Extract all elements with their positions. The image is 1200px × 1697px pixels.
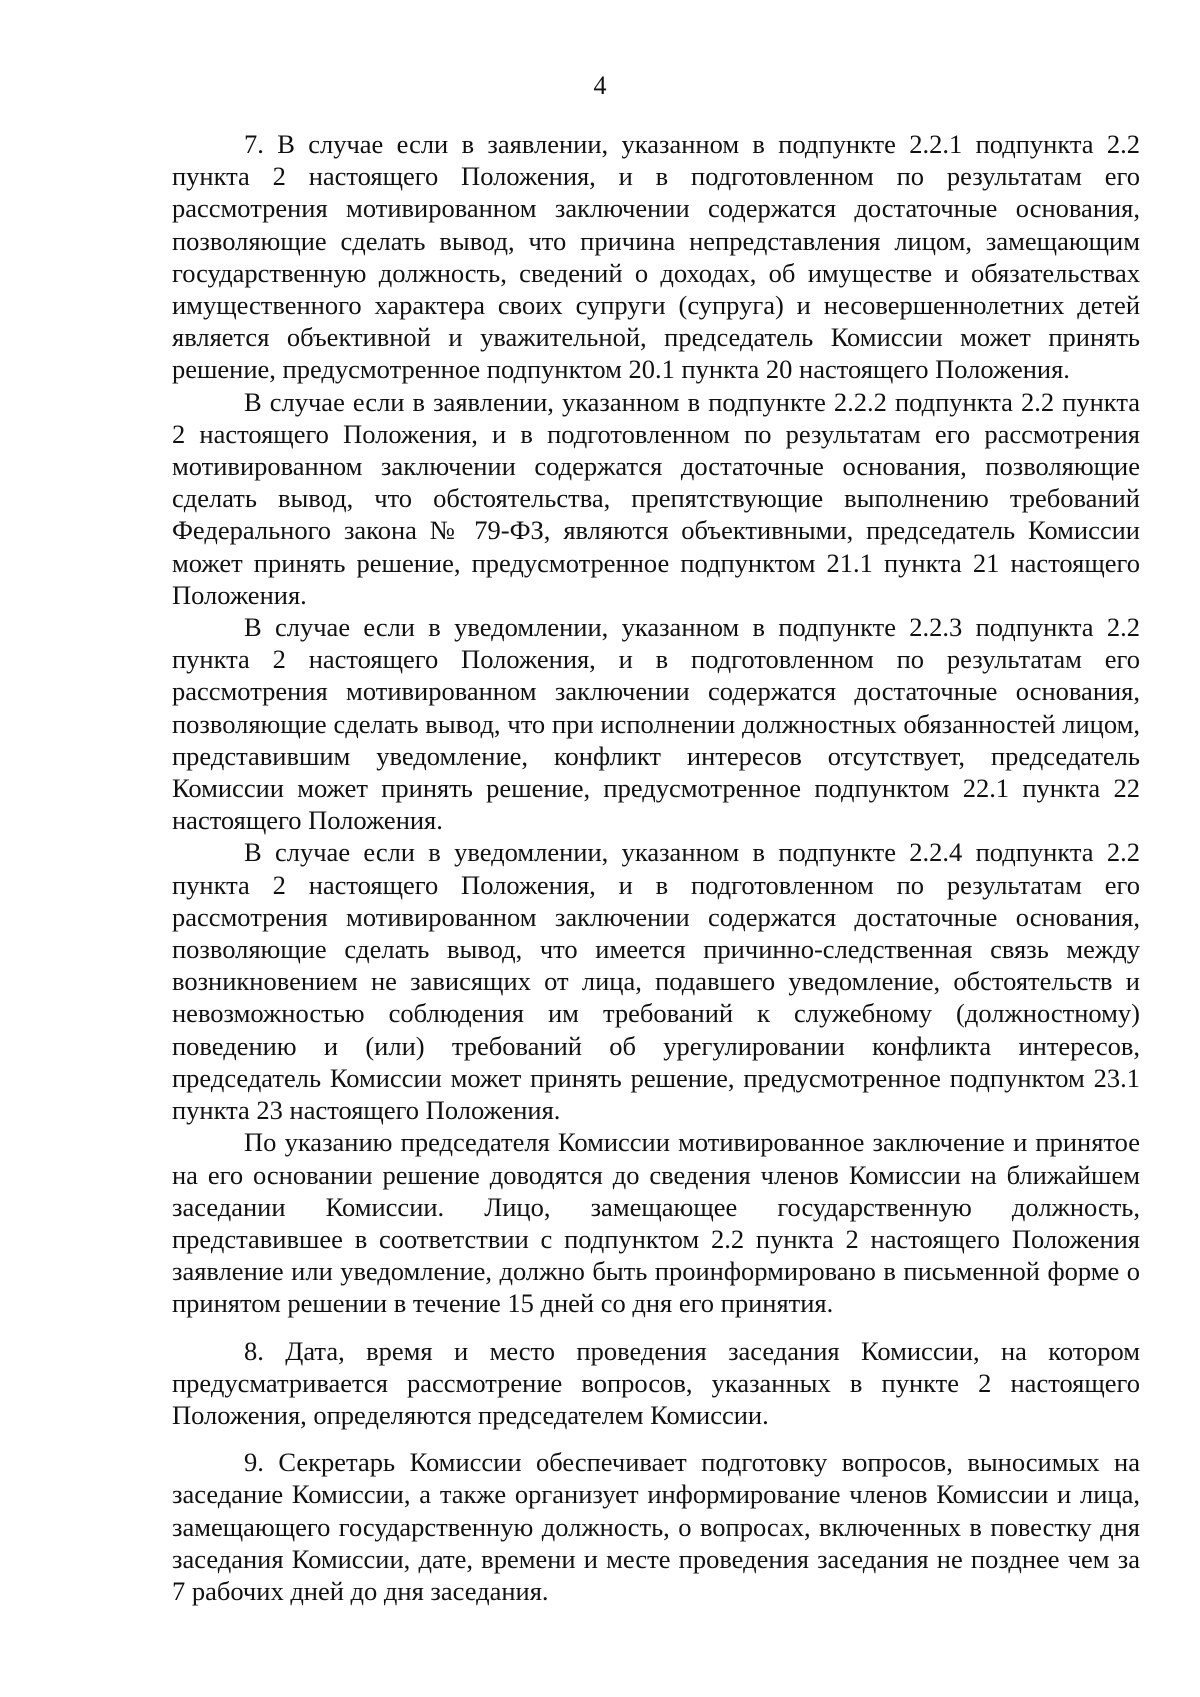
document-body xyxy=(172,128,1140,1607)
paragraph-8: 8. Дата, время и место проведения заседания Комиссии, на котором предусматривается рассмотрение вопросов, указанных в пункте 2 настоящего Положения, определяются председателем Комиссии. xyxy=(172,1335,1140,1430)
paragraph-7: 7. В случае если в заявлении, указанном в подпункте 2.2.1 подпункта 2.2 пункта 2 настоящего Положения, и в подготовленном по результатам его рассмотрения мотивированном заключении содержатся достаточные основания, позволяющие сделать вывод, что причина непредставления лицом, замещающим государственную должность, сведений о доходах, об имуществе и обязательствах имущественного характера своих супруги (супруга) и несовершеннолетних детей является объективной и уважительной, председатель Комиссии может принять решение, предусмотренное подпунктом 20.1 пункта 20 настоящего Положения. xyxy=(172,129,1140,385)
paragraph-7-3: В случае если в уведомлении, указанном в подпункте 2.2.3 подпункта 2.2 пункта 2 настоящего Положения, и в подготовленном по результатам его рассмотрения мотивированном заключении содержатся достаточные основания, позволяющие сделать вывод, что при исполнении должностных обязанностей лицом, представившим уведомление, конфликт интересов отсутствует, председатель Комиссии может принять решение, предусмотренное подпунктом 22.1 пункта 22 настоящего Положения. xyxy=(172,612,1140,836)
paragraph-7-4: В случае если в уведомлении, указанном в подпункте 2.2.4 подпункта 2.2 пункта 2 настоящего Положения, и в подготовленном по результатам его рассмотрения мотивированном заключении содержатся достаточные основания, позволяющие сделать вывод, что имеется причинно-следственная связь между возникновением не зависящих от лица, подавшего уведомление, обстоятельств и невозможностью соблюдения им требований к служебному (должностному) поведению и (или) требований об урегулировании конфликта интересов, председатель Комиссии может принять решение, предусмотренное подпунктом 23.1 пункта 23 настоящего Положения. xyxy=(172,837,1140,1126)
paragraph-9: 9. Секретарь Комиссии обеспечивает подготовку вопросов, выносимых на заседание Комиссии, а также организует информирование членов Комиссии и лица, замещающего государственную должность, о вопросах, включенных в повестку дня заседания Комиссии, дате, времени и месте проведения заседания не позднее чем за 7 рабочих дней до дня заседания. xyxy=(172,1447,1140,1606)
paragraph-7-5: По указанию председателя Комиссии мотивированное заключение и принятое на его основании решение доводятся до сведения членов Комиссии на ближайшем заседании Комиссии. Лицо, замещающее государственную должность, представившее в соответствии с подпунктом 2.2 пункта 2 настоящего Положения заявление или уведомление, должно быть проинформировано в письменной форме о принятом решении в течение 15 дней со дня его принятия. xyxy=(172,1127,1140,1319)
page-number: 4 xyxy=(593,71,607,100)
paragraph-7-2: В случае если в заявлении, указанном в подпункте 2.2.2 подпункта 2.2 пункта 2 настоящего Положения, и в подготовленном по результатам его рассмотрения мотивированном заключении содержатся достаточные основания, позволяющие сделать вывод, что обстоятельства, препятствующие выполнению требований Федерального закона № 79-ФЗ, являются объективными, председатель Комиссии может принять решение, предусмотренное подпунктом 21.1 пункта 21 настоящего Положения. xyxy=(172,386,1140,610)
